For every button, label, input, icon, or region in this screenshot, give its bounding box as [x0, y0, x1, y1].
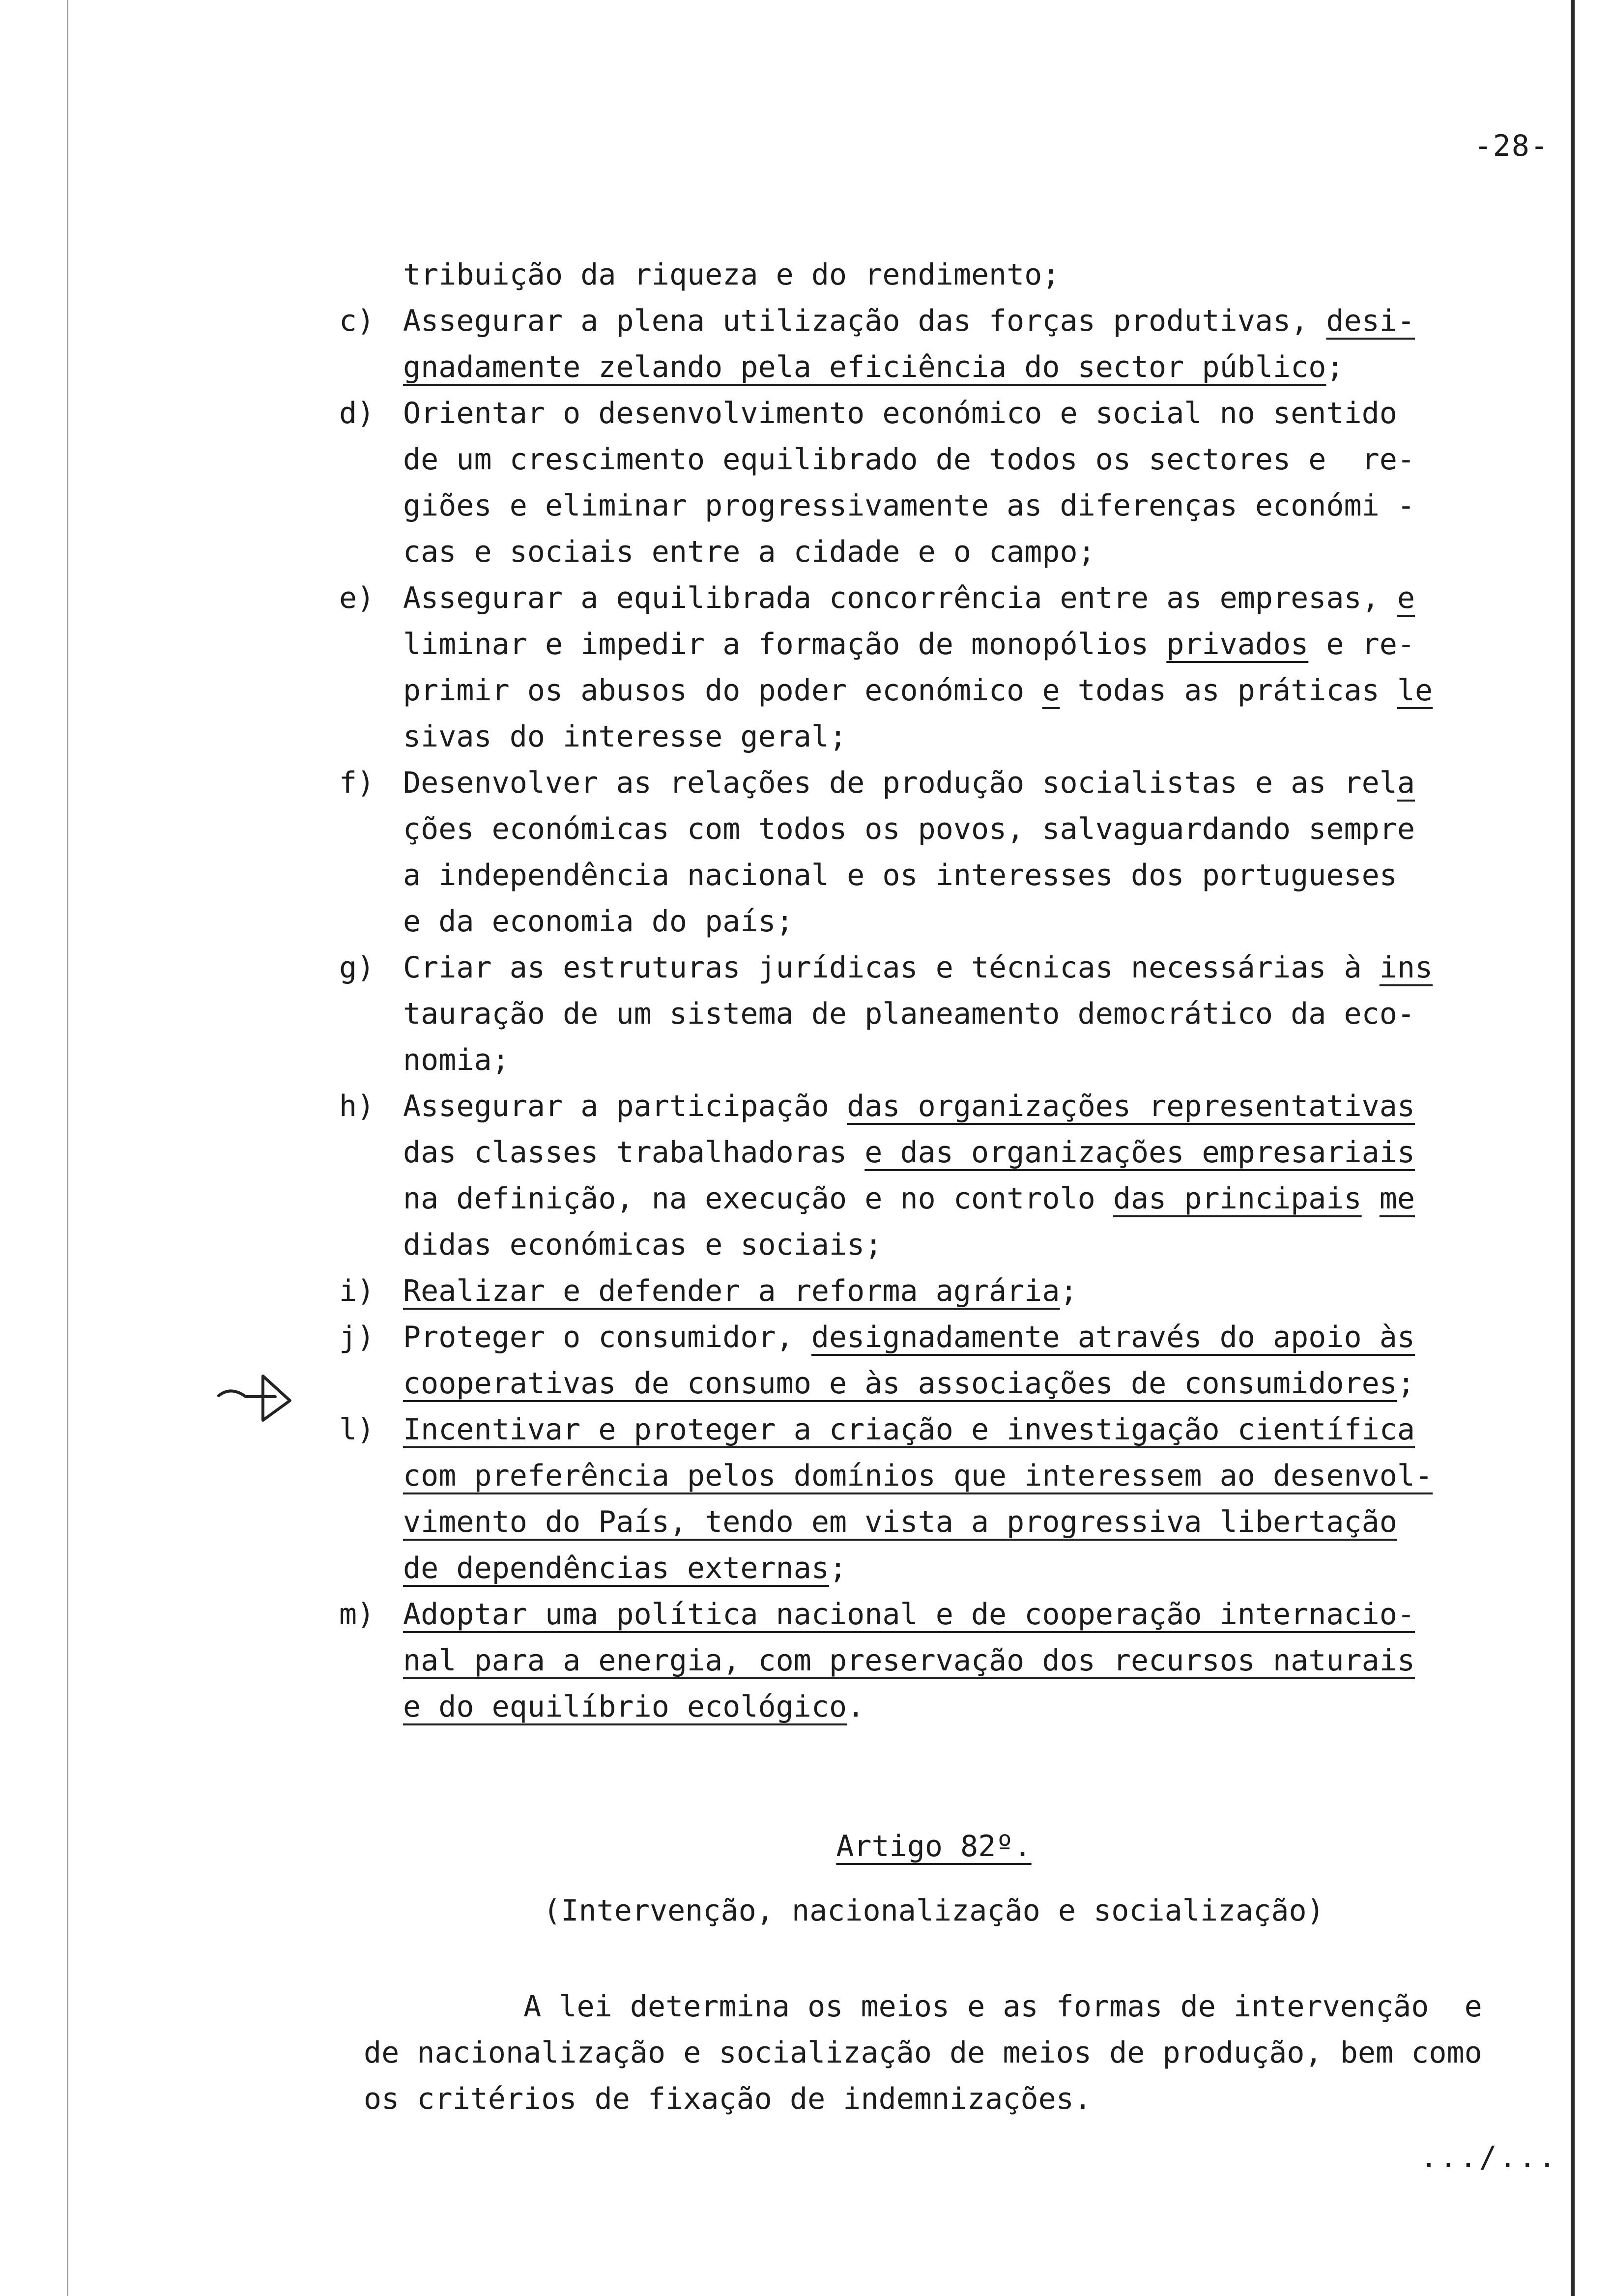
text-segment: Orientar o desenvolvimento económico e social no sentido [403, 396, 1397, 430]
text-line [403, 667, 1558, 714]
underlined-text: designadamente através do apoio às [811, 1320, 1415, 1354]
underlined-text: a [1397, 766, 1415, 800]
underlined-text: e [1397, 581, 1415, 615]
underlined-text: le [1397, 673, 1433, 708]
underlined-text: e [1042, 673, 1060, 708]
underlined-text: ins [1379, 950, 1433, 985]
list-item [339, 760, 1558, 945]
text-line [403, 1406, 1558, 1453]
text-line [403, 1129, 1558, 1176]
underlined-text: vimento do País, tendo em vista a progressiva libertação [403, 1505, 1397, 1539]
text-line [403, 1499, 1558, 1545]
article-title: Artigo 82º. [836, 1829, 1032, 1864]
underlined-text: nal para a energia, com preservação dos recursos naturais [403, 1643, 1415, 1678]
underlined-text: desi- [1326, 304, 1415, 338]
list-item [339, 575, 1558, 760]
list-item [339, 390, 1558, 575]
text-segment: ; [1397, 1366, 1415, 1401]
text-line [403, 1637, 1558, 1684]
handwritten-arrow-mark [216, 1366, 315, 1435]
underlined-text: e do equilíbrio ecológico [403, 1690, 847, 1724]
text-segment: Criar as estruturas jurídicas e técnicas necessárias à [403, 950, 1380, 985]
underlined-text: cooperativas de consumo e às associações de consumidores [403, 1366, 1397, 1401]
list-item [339, 1406, 1558, 1591]
text-line [403, 621, 1558, 667]
list-item-label: f) [339, 766, 375, 800]
text-line [403, 436, 1558, 483]
article-paragraph [364, 1983, 1563, 2122]
text-line [403, 1545, 1558, 1591]
text-segment: todas as práticas [1060, 673, 1397, 708]
text-segment: didas económicas e sociais; [403, 1228, 883, 1262]
text-line [403, 1268, 1558, 1314]
text-segment: Assegurar a equilibrada concorrência entre as empresas, [403, 581, 1397, 615]
text-segment: ; [1060, 1274, 1078, 1308]
text-segment: Assegurar a plena utilização das forças produtivas, [403, 304, 1326, 338]
list-item [403, 252, 1558, 298]
text-segment: liminar e impedir a formação de monopólios [403, 627, 1167, 661]
text-segment: e da economia do país; [403, 904, 794, 939]
text-line [403, 1360, 1558, 1406]
text-segment: sivas do interesse geral; [403, 719, 847, 754]
text-segment: giões e eliminar progressivamente as diferenças económi - [403, 488, 1415, 523]
text-segment: e re- [1308, 627, 1415, 661]
text-line [403, 575, 1558, 621]
text-segment: de um crescimento equilibrado de todos os sectores e re- [403, 442, 1415, 477]
text-segment: Desenvolver as relações de produção socialistas e as rel [403, 766, 1397, 800]
text-segment: ções económicas com todos os povos, salvaguardando sempre [403, 812, 1415, 846]
list-item [339, 1591, 1558, 1730]
text-line [403, 714, 1558, 760]
text-line [403, 529, 1558, 575]
text-line [403, 298, 1558, 344]
text-segment: Proteger o consumidor, [403, 1320, 811, 1354]
text-line [403, 806, 1558, 852]
text-segment: primir os abusos do poder económico [403, 673, 1042, 708]
text-line [403, 991, 1558, 1037]
text-line [403, 1314, 1558, 1360]
text-line [403, 252, 1558, 298]
underlined-text: Incentivar e proteger a criação e investigação científica [403, 1412, 1415, 1447]
list-item [339, 1083, 1558, 1268]
list-item-label: l) [339, 1412, 375, 1447]
paragraph-line: os critérios de fixação de indemnizações. [364, 2082, 1092, 2116]
text-line [403, 852, 1558, 898]
list-item-label: c) [339, 304, 375, 338]
text-segment: a independência nacional e os interesses dos portugueses [403, 858, 1397, 892]
underlined-text: de dependências externas [403, 1551, 829, 1585]
list-item-label: m) [339, 1597, 375, 1632]
page-number: -28- [1474, 129, 1549, 163]
text-segment: das classes trabalhadoras [403, 1135, 865, 1170]
text-line [403, 1591, 1558, 1637]
text-segment: ; [1326, 350, 1344, 384]
underlined-text: Adoptar uma política nacional e de cooperação internacio- [403, 1597, 1415, 1632]
text-segment: Assegurar a participação [403, 1089, 847, 1123]
scan-edge-right [1571, 0, 1575, 2296]
underlined-text: gnadamente zelando pela eficiência do sector público [403, 350, 1326, 384]
text-line [403, 344, 1558, 390]
text-line [403, 1453, 1558, 1499]
text-line [403, 1083, 1558, 1129]
text-segment: cas e sociais entre a cidade e o campo; [403, 535, 1095, 569]
text-line [403, 945, 1558, 991]
text-segment: na definição, na execução e no controlo [403, 1181, 1113, 1216]
text-segment: tauração de um sistema de planeamento democrático da eco- [403, 997, 1415, 1031]
scan-edge-left [67, 0, 68, 2296]
underlined-text: das principais [1113, 1181, 1362, 1216]
list-item-label: e) [339, 581, 375, 615]
text-line [403, 483, 1558, 529]
list-item [339, 298, 1558, 390]
list-item-label: d) [339, 396, 375, 430]
underlined-text: Realizar e defender a reforma agrária [403, 1274, 1060, 1308]
text-line [403, 760, 1558, 806]
underlined-text: privados [1166, 627, 1309, 661]
underlined-text: e das organizações empresariais [864, 1135, 1415, 1170]
text-segment: ; [829, 1551, 847, 1585]
text-line [403, 898, 1558, 945]
list-item-label: i) [339, 1274, 375, 1308]
list-item-label: j) [339, 1320, 375, 1354]
enumerated-list [339, 252, 1558, 1730]
underlined-text: com preferência pelos domínios que interessem ao desenvol- [403, 1459, 1433, 1493]
article-subtitle: (Intervenção, nacionalização e socialização) [543, 1894, 1324, 1928]
list-item [339, 1268, 1558, 1314]
text-segment: tribuição da riqueza e do rendimento; [403, 258, 1060, 292]
text-line [403, 1176, 1558, 1222]
text-line [403, 1222, 1558, 1268]
list-item-label: h) [339, 1089, 375, 1123]
list-item [339, 1314, 1558, 1406]
list-item [339, 945, 1558, 1083]
list-item-label: g) [339, 950, 375, 985]
text-line [403, 390, 1558, 436]
underlined-text: me [1379, 1181, 1415, 1216]
underlined-text: das organizações representativas [847, 1089, 1415, 1123]
paragraph-line: A lei determina os meios e as formas de intervenção e [364, 1989, 1482, 2024]
continuation-marker: .../... [1420, 2140, 1558, 2175]
text-line [403, 1037, 1558, 1083]
text-segment: nomia; [403, 1043, 510, 1077]
text-segment: . [847, 1690, 865, 1724]
paragraph-line: de nacionalização e socialização de meios de produção, bem como [364, 2036, 1482, 2070]
text-line [403, 1684, 1558, 1730]
text-segment [1362, 1181, 1380, 1216]
